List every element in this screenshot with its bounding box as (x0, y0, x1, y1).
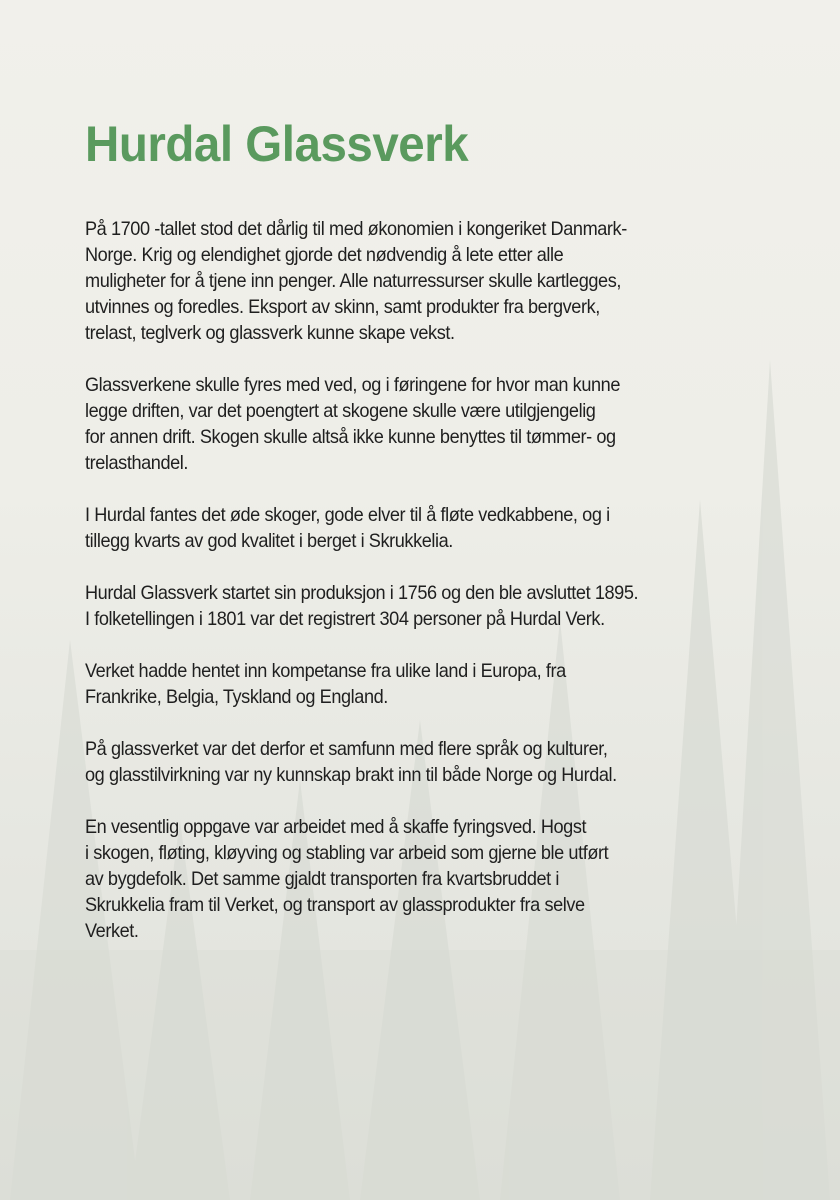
paragraph (85, 580, 785, 632)
text-line: for annen drift. Skogen skulle altså ikke kunne benyttes til tømmer- og (85, 426, 616, 448)
text-line: trelasthandel. (85, 452, 189, 474)
text-line: muligheter for å tjene inn penger. Alle naturressurser skulle kartlegges, (85, 270, 621, 292)
text-line: I Hurdal fantes det øde skoger, gode elver til å fløte vedkabbene, og i (85, 504, 610, 526)
text-line: I folketellingen i 1801 var det registrert 304 personer på Hurdal Verk. (85, 608, 605, 630)
text-line: trelast, teglverk og glassverk kunne skape vekst. (85, 322, 455, 344)
body-text (85, 216, 785, 944)
text-line: av bygdefolk. Det samme gjaldt transporten fra kvartsbruddet i (85, 868, 560, 890)
paragraph (85, 658, 785, 710)
text-line: Skrukkelia fram til Verket, og transport av glassprodukter fra selve (85, 894, 585, 916)
text-line: og glasstilvirkning var ny kunnskap brakt inn til både Norge og Hurdal. (85, 764, 617, 786)
text-line: På glassverket var det derfor et samfunn med flere språk og kulturer, (85, 738, 608, 760)
text-line: Verket. (85, 920, 139, 942)
text-line: legge driften, var det poengtert at skogene skulle være utilgjengelig (85, 400, 596, 422)
document-page (85, 112, 785, 970)
page-title: Hurdal Glassverk (85, 116, 469, 172)
paragraph (85, 502, 785, 554)
text-line: utvinnes og foredles. Eksport av skinn, samt produkter fra bergverk, (85, 296, 600, 318)
text-line: På 1700 -tallet stod det dårlig til med økonomien i kongeriket Danmark- (85, 218, 627, 240)
text-line: tillegg kvarts av god kvalitet i berget i Skrukkelia. (85, 530, 453, 552)
paragraph (85, 814, 785, 944)
text-line: Hurdal Glassverk startet sin produksjon i 1756 og den ble avsluttet 1895. (85, 582, 639, 604)
paragraph (85, 216, 785, 346)
text-line: Norge. Krig og elendighet gjorde det nødvendig å lete etter alle (85, 244, 564, 266)
text-line: En vesentlig oppgave var arbeidet med å skaffe fyringsved. Hogst (85, 816, 587, 838)
text-line: Frankrike, Belgia, Tyskland og England. (85, 686, 388, 708)
text-line: Glassverkene skulle fyres med ved, og i føringene for hvor man kunne (85, 374, 621, 396)
paragraph (85, 372, 785, 476)
text-line: i skogen, fløting, kløyving og stabling var arbeid som gjerne ble utført (85, 842, 609, 864)
text-line: Verket hadde hentet inn kompetanse fra ulike land i Europa, fra (85, 660, 566, 682)
paragraph (85, 736, 785, 788)
